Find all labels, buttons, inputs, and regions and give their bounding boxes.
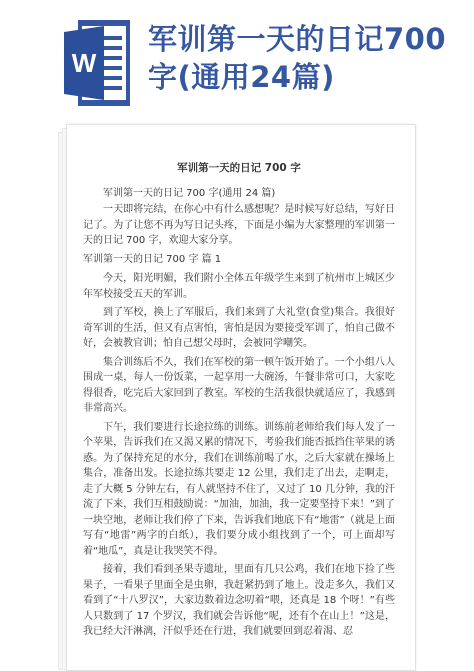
word-icon-letter: W <box>71 48 97 78</box>
header-banner <box>0 0 474 118</box>
document-subtitle: 军训第一天的日记 700 字(通用 24 篇) <box>103 187 276 199</box>
intro-paragraph: 一天即将完结，在你心中有什么感想呢？是时候写好总结，写好日记了。为了让您不再为写日记头疼，下面是小编为大家整理的军训第一天的日记 700 字，欢迎大家分享。 <box>83 204 395 246</box>
document-page <box>66 124 416 671</box>
body-paragraph: 集合训练后不久，我们在军校的第一顿午饭开始了。一个小组八人围成一桌，每人一份饭菜，一起享用一大碗汤，午餐非常可口，大家吃得很香，吃完后大家回到了教室。军校的生活我很快就适应了，我感到非常高兴。 <box>83 356 395 414</box>
section-heading: 军训第一天的日记 700 字 篇 1 <box>83 253 222 265</box>
banner-title: 军训第一天的日记700字(通用24篇) <box>148 22 447 94</box>
document-content <box>83 161 395 643</box>
body-paragraph: 下午，我们要进行长途拉练的训练。训练前老师给我们每人发了一个苹果，告诉我们在又渴又累的情况下，考验我们能否抵挡住苹果的诱惑。为了保持充足的水分，我们在训练前喝了水，之后大家就在操场上集合，准备出发。长途拉练共要走 12 公里，我们走了出去，走啊走，走了大概 5 分钟左右，有人就坚持不住了，又过了 10 几分钟，我的汗流了下来，我们互相鼓励说：“加油，加油，我一定要坚持下来！”到了一块空地，老师让我们停了下来，告诉我们地底下有“地雷”（就是上面写有“地雷”两字的白纸），我们要分成小组找到了一个，可上面却写着“地瓜”，真是让我哭笑不得。 <box>83 421 395 557</box>
word-document-icon <box>64 20 130 106</box>
body-paragraph: 接着，我们看到圣果寺遗址，里面有几只公鸡，我们在地下捡了些果子，一看果子里面全是虫卵，我赶紧扔到了地上。没走多久，我们又看到了“十八罗汉”，大家边数着边念叨着“喂，还真是 18 个呀！”有些人只数到了 17 个罗汉，我们就会告诉他“呢，还有个在山上！”这是，我已经大汗淋漓，汗似乎还在行进，我们就要回到忍着渴、忍 <box>83 564 395 637</box>
document-title: 军训第一天的日记 700 字 <box>177 162 301 174</box>
body-paragraph: 到了军校，换上了军服后，我们来到了大礼堂(食堂)集合。我很好奇军训的生活，但又有点害怕，害怕是因为要接受军训了，怕自己做不好，会被教官训；怕自己想父母时，会被同学嘲笑。 <box>83 307 395 349</box>
body-paragraph: 今天，阳光明媚，我们附小全体五年级学生来到了杭州市上城区少年军校接受五天的军训。 <box>83 273 395 300</box>
